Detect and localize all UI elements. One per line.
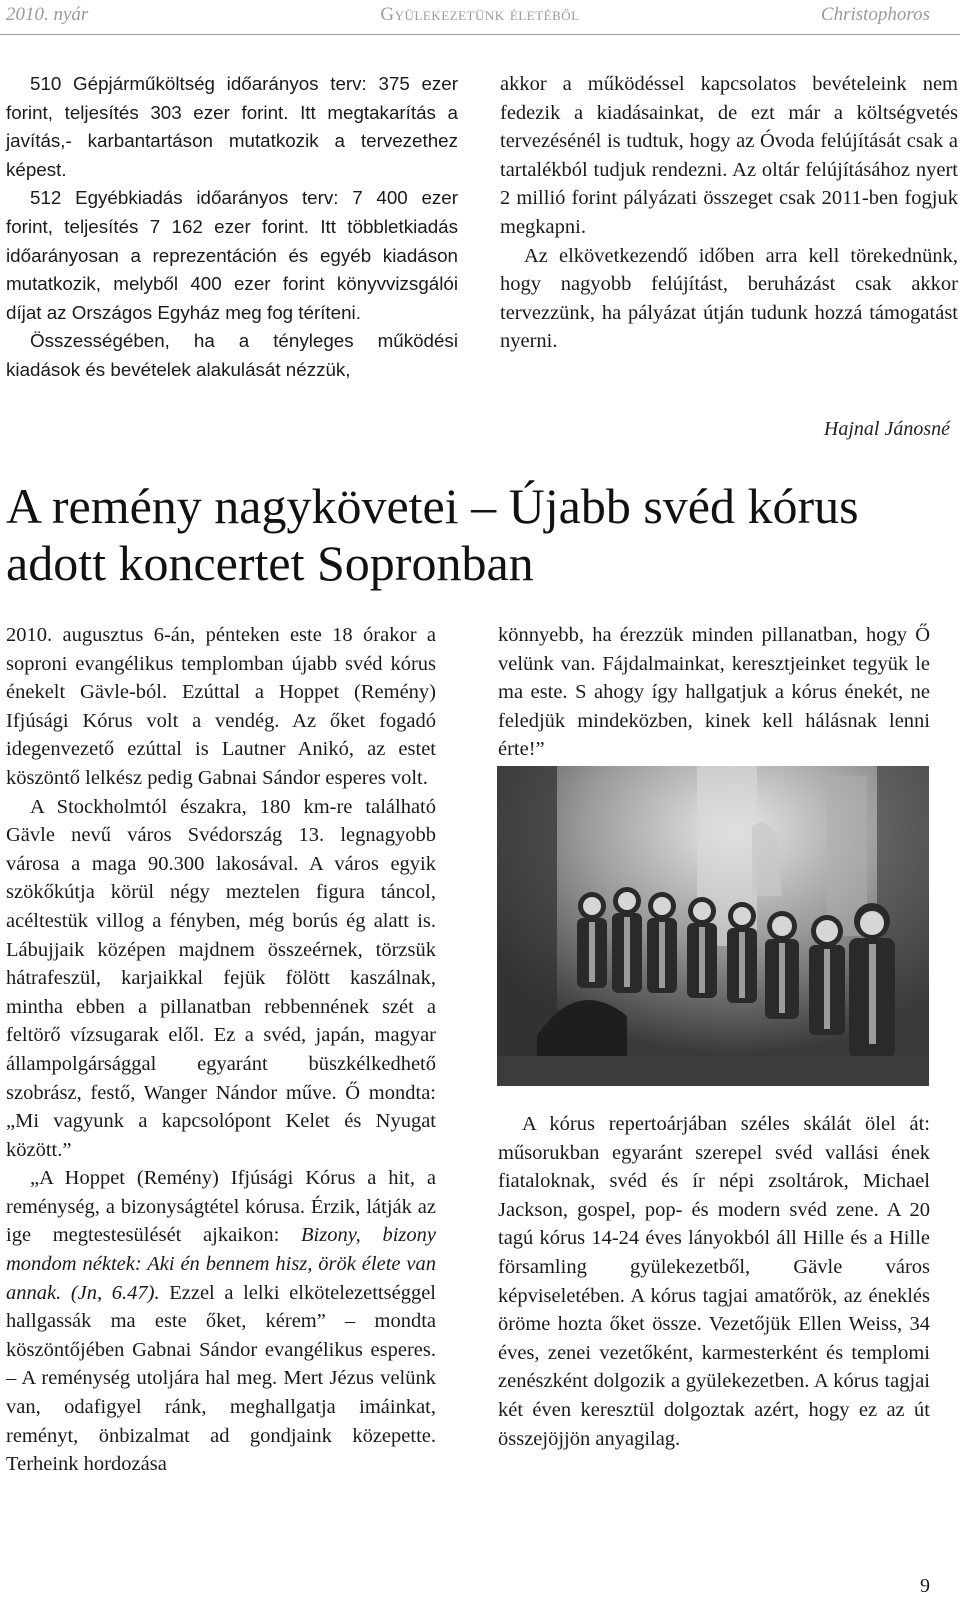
article-column-right-bottom: [498, 1110, 930, 1453]
paragraph: Az elkövetkezendő időben arra kell törekednünk, hogy nagyobb felújítást, beruházást csak akkor tervezzünk, ha pályázat útján tudunk hozzá támogatást nyerni.: [500, 244, 958, 353]
author-signature: Hajnal Jánosné: [823, 418, 950, 440]
bible-quote: Bizony, bizony mondom néktek: Aki én bennem hisz, örök élete van annak. (Jn, 6.47).: [6, 1224, 437, 1304]
paragraph: A Stockholmtól északra, 180 km-re található Gävle nevű város Svédország 13. legnagyobb városa a maga 90.300 lakosával. A város egyik szökőkútja körül négy meztelen figura táncol, acéltestük villog a fényben, még borús ég alatt is. Lábujjaik középen majdnem összeérnek, törzsük hátrafeszül, karjaikkal fejük fölött kaszálnak, mintha ebben a pillanatban rebbennének szét a feltörő vízsugarak elől. Ez a svéd, japán, magyar állampolgársággal egyaránt büszkélkedhető szobrász, festő, Wanger Nándor műve. Ő mondta: „Mi vagyunk a kapcsolópont Kelet és Nyugat között.”: [6, 795, 436, 1161]
article-title: A remény nagykövetei – Újabb svéd kórus adott koncertet Sopronban: [6, 478, 859, 591]
paragraph: [6, 1164, 436, 1479]
budget-column-left: [6, 70, 458, 385]
paragraph: 512 Egyébkiadás időarányos terv: 7 400 ezer forint, teljesítés 7 162 ezer forint. Itt többletkiadás időarányosan a reprezentáción és egyéb kiadáson mutatkozik, melyből 400 ezer forint könyvvizsgálói díjat az Országos Egyház meg fog téríteni.: [6, 187, 458, 323]
section-title: Gyülekezetünk életéből: [380, 4, 580, 25]
paragraph: 2010. augusztus 6-án, pénteken este 18 órakor a soproni evangélikus templomban újabb svéd kórus énekelt Gävle-ból. Ezúttal a Hoppet (Remény) Ifjúsági Kórus volt a vendég. Az őket fogadó idegenvezető ezúttal is Lautner Anikó, az estet köszöntő lelkész pedig Gabnai Sándor esperes volt.: [6, 624, 436, 789]
paragraph: akkor a működéssel kapcsolatos bevételeink nem fedezik a kiadásainkat, de ezt már a költségvetés tervezésénél is tudtuk, hogy az Óvoda felújítását csak a tartalékból tudjuk rendezni. Az oltár felújításához nyert 2 millió forint pályázati összeget csak 2011-ben fogjuk megkapni.: [500, 73, 958, 238]
quote-outro: Ezzel a lelki elkötelezettséggel hallgassák ma este őket, kérem” – mondta köszöntőjében Gabnai Sándor evangélikus esperes. – A reménység utoljára hal meg. Mert Jézus velünk van, odafigyel ránk, meghallgatja imáinkat, reményt, önbizalmat ad gondjaink közepette. Terheink hordozása: [6, 1281, 436, 1476]
choir-photo: [497, 766, 929, 1086]
article-column-left: [6, 621, 436, 1479]
paragraph: 510 Gépjárműköltség időarányos terv: 375 ezer forint, teljesítés 303 ezer forint. Itt megtakarítás a javítás,- karbantartáson mutatkozik a tervezethez képest.: [6, 73, 458, 180]
page-number: 9: [920, 1575, 930, 1597]
budget-column-right: [500, 70, 958, 356]
quote-intro: „A Hoppet (Remény) Ifjúsági Kórus a hit, a reménység, a bizonyságtétel kórusa. Érzik, látják az ige megtestesülését ajkaikon:: [6, 1167, 436, 1247]
paragraph: A kórus repertoárjában széles skálát ölel át: műsorukban egyaránt szerepel svéd vallási ének fiataloknak, svéd és ír népi zsoltárok, Michael Jackson, gospel, pop- és modern svéd zene. A 20 tagú kórus 14-24 éves lányokból áll Hille és a Hille församling gyülekezetből, Gävle város képviseletében. A kórus tagjai amatőrök, az éneklés öröme hozta őket össze. Vezetőjük Ellen Weiss, 34 éves, zenei vezetőként, karmesterként és templomi zenészként dolgozik a gyülekezetben. A kórus tagjai két éven keresztül dolgoztak azért, hogy ez az út összejöjjön anyagilag.: [498, 1113, 930, 1450]
issue-date: 2010. nyár: [6, 4, 89, 25]
page-header: [0, 0, 960, 35]
article-column-right-top: [498, 621, 930, 764]
paragraph: Összességében, ha a tényleges működési kiadások és bevételek alakulását nézzük,: [6, 330, 458, 380]
paragraph: könnyebb, ha érezzük minden pillanatban, hogy Ő velünk van. Fájdalmainkat, keresztjeinket tegyük le ma este. S ahogy így hallgatjuk a kórus énekét, ne feledjük mindeközben, kinek kell hálásnak lenni érte!”: [498, 624, 930, 761]
choir-photo-icon: [497, 766, 929, 1086]
publication-name: Christophoros: [820, 4, 930, 25]
